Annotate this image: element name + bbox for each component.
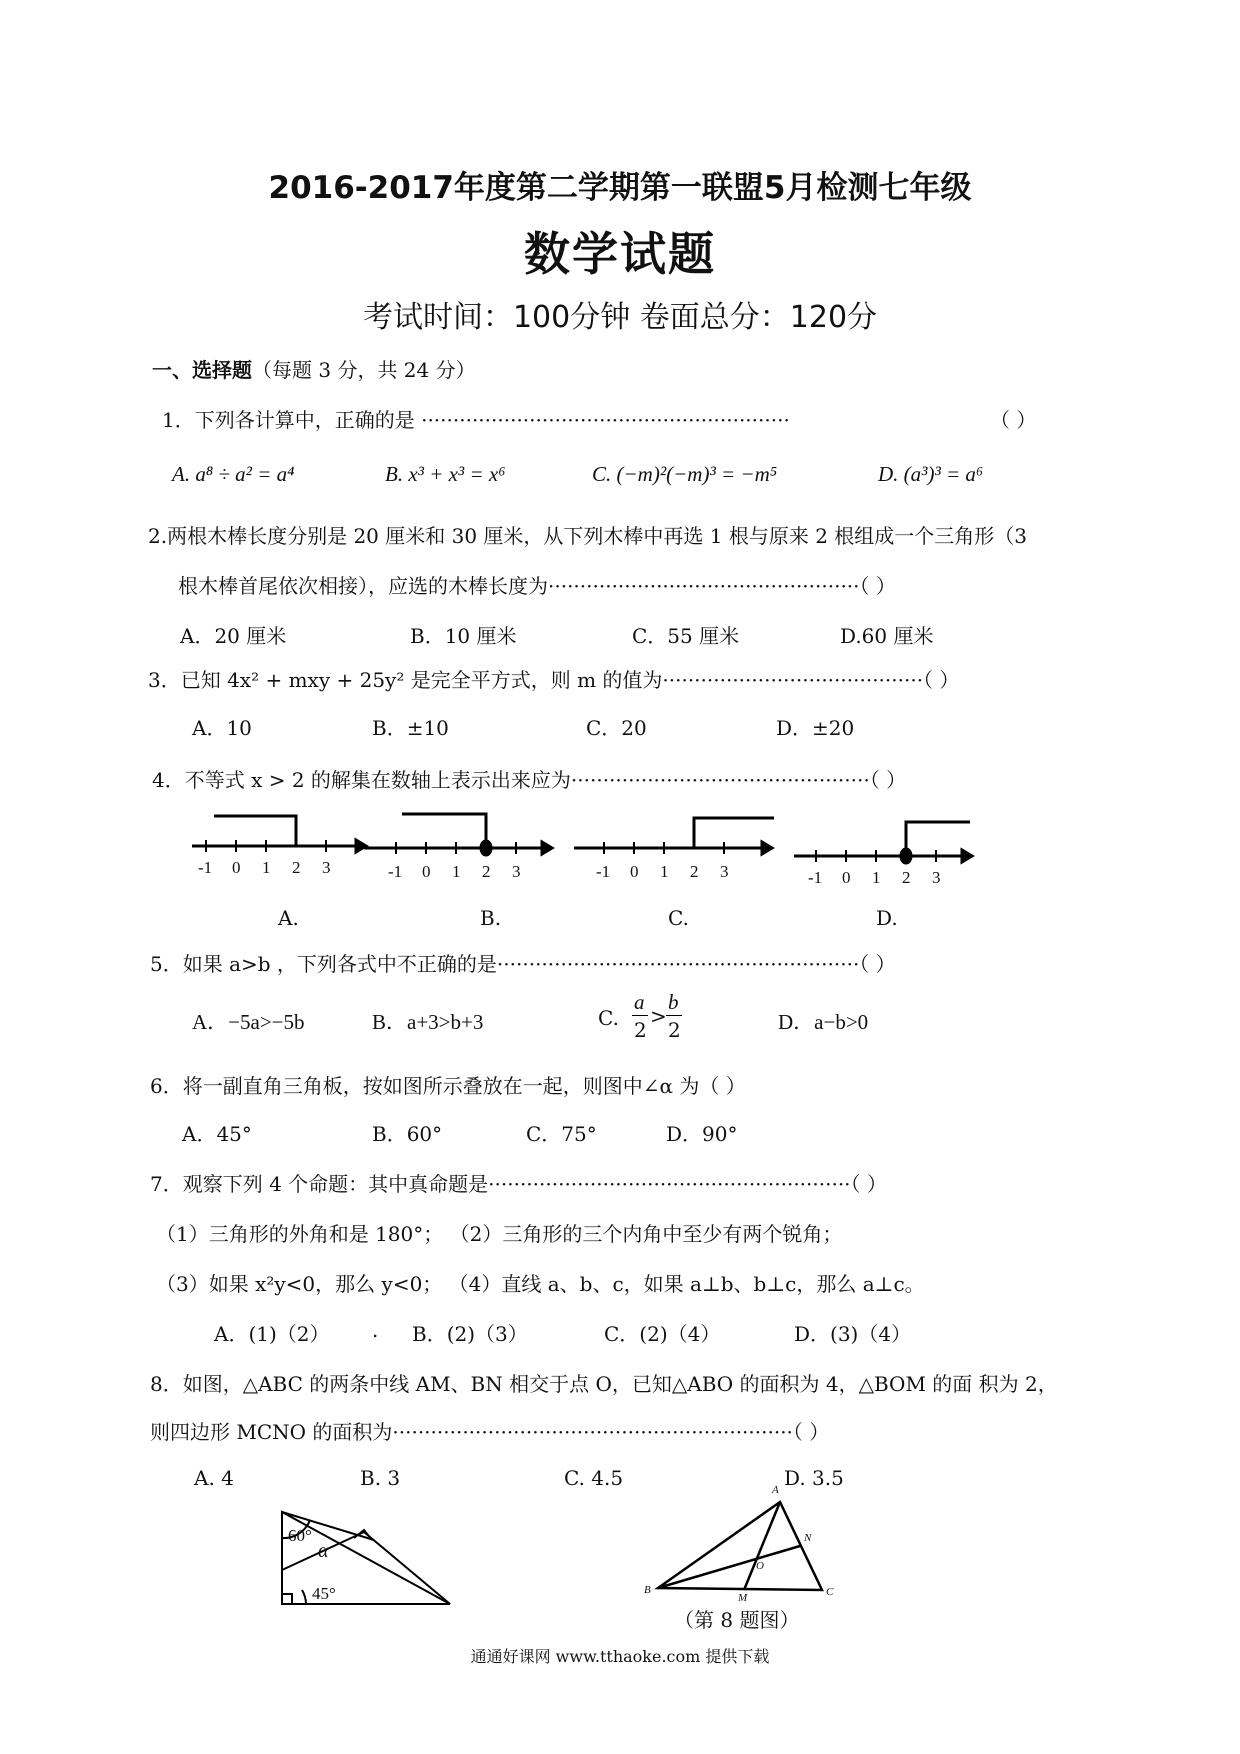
q8-stem-line2: 则四边形 MCNO 的面积为·······························································（ ）	[150, 1420, 830, 1444]
q4b-tick-label: 3	[512, 862, 521, 881]
q6-option-b: B．60°	[372, 1122, 443, 1146]
q4-option-c: C.	[668, 906, 689, 930]
q3-stem: 3．已知 4x² + mxy + 25y² 是完全平方式，则 m 的值为·········································（ ）	[148, 668, 960, 692]
q3-option-d: D．±20	[776, 716, 855, 740]
q7-option-b: B．(2)（3）	[412, 1322, 528, 1346]
q1-stem: 1．下列各计算中，正确的是 ··························································	[162, 408, 790, 432]
q4b-tick-label: 2	[482, 862, 491, 881]
q5-c-numerator-b: b	[668, 990, 679, 1014]
q4-stem: 4．不等式 x > 2 的解集在数轴上表示出来应为···············································（ ）	[152, 768, 907, 792]
q8-option-c: C. 4.5	[564, 1466, 624, 1490]
page-footer: 通通好课网 www.tthaoke.com 提供下载	[470, 1647, 770, 1666]
q1-option-c: C. (−m)²(−m)³ = −m⁵	[592, 462, 778, 486]
q1-option-b: B. x³ + x³ = x⁶	[385, 462, 506, 486]
q5-c-denominator-2: 2	[668, 1018, 681, 1042]
q6-option-a: A．45°	[182, 1122, 252, 1146]
q4b-tick-label: 1	[452, 862, 461, 881]
q8-figure-caption: （第 8 题图）	[674, 1608, 800, 1632]
q5-c-numerator-a: a	[634, 990, 645, 1014]
section-title: 一、选择题	[152, 358, 252, 382]
q7-option-c: C．(2)（4）	[604, 1322, 721, 1346]
q4-option-b: B.	[480, 906, 502, 930]
q1-answer-blank: （ ）	[990, 408, 1037, 432]
q2-stem-line1: 2.两根木棒长度分别是 20 厘米和 30 厘米，从下列木棒中再选 1 根与原来 2 根组成一个三角形（3	[148, 524, 1028, 548]
q4c-tick-label: 1	[660, 862, 669, 881]
q3-option-c: C．20	[586, 716, 647, 740]
q4a-tick-label: -1	[198, 858, 213, 877]
q8-option-a: A. 4	[194, 1466, 234, 1490]
q8-option-b: B. 3	[360, 1466, 401, 1490]
q1-option-d: D. (a³)³ = a⁶	[878, 462, 984, 486]
q4c-tick-label: 3	[720, 862, 729, 881]
q2-option-a: A．20 厘米	[180, 624, 287, 648]
q5-option-b: B．a+3>b+3	[372, 1010, 484, 1034]
q5-option-c-label: C.	[598, 1006, 619, 1030]
q3-option-a: A．10	[192, 716, 252, 740]
q7-option-d: D．(3)（4）	[794, 1322, 912, 1346]
q4d-tick-label: 0	[842, 868, 851, 887]
exam-info: 考试时间：100分钟 卷面总分：120分	[362, 300, 878, 335]
q8-stem-line1: 8．如图，△ABC 的两条中线 AM、BN 相交于点 O，已知△ABO 的面积为 4，△BOM 的面 积为 2，	[150, 1372, 1058, 1396]
q1-option-a: A. a⁸ ÷ a² = a⁴	[172, 462, 295, 486]
q4c-tick-label: -1	[596, 862, 611, 881]
q4b-tick-label: -1	[388, 862, 403, 881]
q7-stray-dot: .	[372, 1318, 379, 1342]
exam-title: 2016-2017年度第二学期第一联盟5月检测七年级	[268, 170, 972, 206]
q4a-tick-label: 1	[262, 858, 271, 877]
q5-stem: 5．如果 a>b ，下列各式中不正确的是·························································（ ）	[150, 952, 896, 976]
q3-option-b: B．±10	[372, 716, 449, 740]
q6-angle-60-label: 60°	[288, 1526, 312, 1545]
q4d-tick-label: 3	[932, 868, 941, 887]
q8-point-b: B	[644, 1584, 651, 1596]
q2-option-c: C．55 厘米	[632, 624, 740, 648]
q6-angle-alpha-label: α	[318, 1540, 329, 1562]
q5-option-a: A．−5a>−5b	[192, 1010, 305, 1034]
q4a-tick-label: 2	[292, 858, 301, 877]
q6-stem: 6．将一副直角三角板，按如图所示叠放在一起，则图中∠α 为（ ）	[150, 1074, 746, 1098]
q6-option-d: D．90°	[666, 1122, 738, 1146]
q7-stem: 7．观察下列 4 个命题：其中真命题是·························································（ ）	[150, 1172, 887, 1196]
q4a-tick-label: 0	[232, 858, 241, 877]
q4b-tick-label: 0	[422, 862, 431, 881]
q4-option-a: A.	[278, 906, 299, 930]
q7-propositions-line2: （3）如果 x²y<0，那么 y<0； （4）直线 a、b、c，如果 a⊥b、b⊥c，那么 a⊥c。	[156, 1272, 925, 1296]
q6-option-c: C．75°	[526, 1122, 597, 1146]
q6-angle-45-label: 45°	[312, 1584, 336, 1603]
q8-point-c: C	[826, 1586, 834, 1598]
q2-option-d: D.60 厘米	[840, 624, 934, 648]
q4d-tick-label: -1	[808, 868, 823, 887]
q4-option-d: D.	[876, 906, 898, 930]
q7-option-a: A．(1)（2）	[214, 1322, 330, 1346]
q7-propositions-line1: （1）三角形的外角和是 180°； （2）三角形的三个内角中至少有两个锐角；	[156, 1222, 843, 1246]
q5-option-d: D．a−b>0	[778, 1010, 869, 1034]
q2-option-b: B．10 厘米	[410, 624, 517, 648]
section-note: （每题 3 分，共 24 分）	[252, 358, 476, 382]
q8-point-o: O	[756, 1560, 764, 1572]
q2-stem-line2: 根木棒首尾依次相接），应选的木棒长度为·················································（ ）	[178, 574, 896, 598]
q4c-tick-label: 0	[630, 862, 639, 881]
q8-point-n: N	[804, 1532, 812, 1544]
q8-option-d: D. 3.5	[784, 1466, 844, 1490]
q5-c-denominator-2: 2	[634, 1018, 647, 1042]
q4d-tick-label: 1	[872, 868, 881, 887]
q8-point-m: M	[738, 1592, 748, 1604]
q4a-tick-label: 3	[322, 858, 331, 877]
q8-point-a: A	[772, 1484, 779, 1496]
q4d-tick-label: 2	[902, 868, 911, 887]
q5-c-greater-than: >	[650, 1004, 667, 1028]
q4c-tick-label: 2	[690, 862, 699, 881]
subject-title: 数学试题	[524, 227, 716, 281]
